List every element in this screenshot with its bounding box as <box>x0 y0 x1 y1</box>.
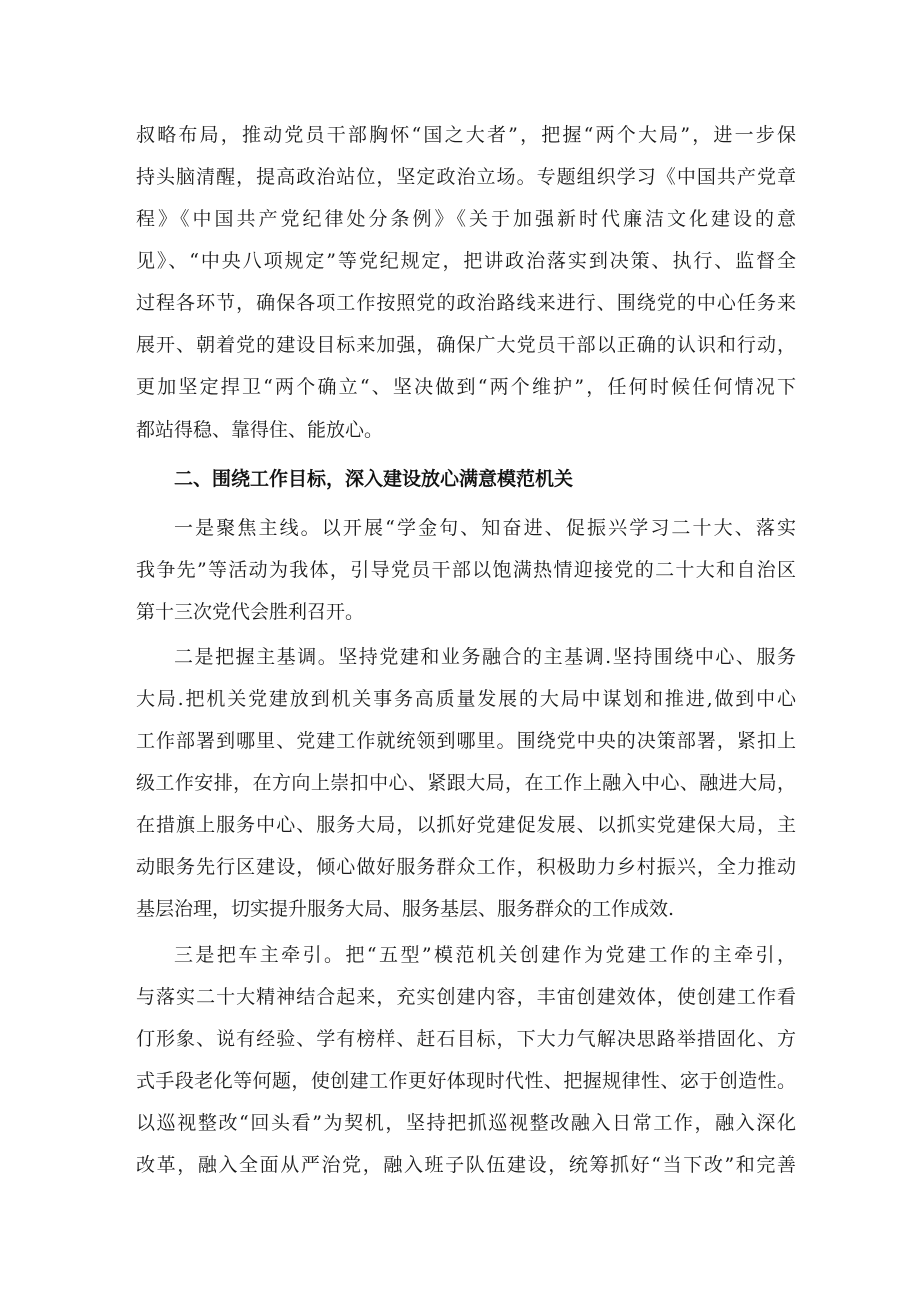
body-line: 程》《中国共产党纪律处分条例》《关于加强新时代廉洁文化建设的意 <box>136 208 796 230</box>
body-line: 持头脑清醒，提高政治站位，坚定政治立场。专题组织学习《中国共产党章 <box>136 166 796 188</box>
body-line: 基层治理，切实提升服务大局、服务基层、服务群众的工作成效. <box>136 898 675 920</box>
body-line: 仃形象、说有经验、学有榜样、赶石目标，下大力气解决思路举措固化、方 <box>136 1028 796 1050</box>
body-line: 级工作安排，在方向上崇扣中心、紧跟大局，在工作上融入中心、融进大局， <box>136 772 796 794</box>
body-line: 都站得稳、靠得住、能放心。 <box>136 419 384 441</box>
body-line: 改革，融入全面从严治党，融入班子队伍建设，统筹抓好“当下改”和完善 <box>136 1154 796 1176</box>
body-line: 叔略布局，推动党员干部胸怀“国之大者”，把握“两个大局”，进一步保 <box>136 124 796 146</box>
body-line: 见》、“中央八项规定”等党纪规定，把讲政治落实到决策、执行、监督全 <box>136 250 796 272</box>
body-line: 过程各环节，确保各项工作按照党的政治路线来进行、围绕党的中心任务来 <box>136 292 796 314</box>
body-line: 我争先”等活动为我体，引导党员干部以饱满热情迎接党的二十大和自治区 <box>136 559 796 581</box>
body-line: 工作部署到哪里、党建工作就统领到哪里。围绕党中央的决策部署，紧扣上 <box>136 730 796 752</box>
body-line: 以巡视整改“回头看”为契机，坚持把抓巡视整改融入日常工作，融入深化 <box>136 1112 796 1134</box>
body-line: 第十三次党代会胜利召开。 <box>136 601 365 623</box>
body-line: 二是把握主基调。坚持党建和业务融合的主基调.坚持围绕中心、服务 <box>174 646 796 668</box>
section-heading: 二、围绕工作目标，深入建设放心满意模范机关 <box>174 468 574 490</box>
body-line: 一是聚焦主线。以开展“学金句、知奋进、促振兴学习二十大、落实 <box>174 517 796 539</box>
body-line: 展开、朝着党的建设目标来加强，确保广大党员干部以正确的认识和行动， <box>136 334 796 356</box>
body-line: 式手段老化等何题，使创建工作更好体现时代性、把握规律性、宓于创造性。 <box>136 1070 796 1092</box>
body-line: 与落实二十大精神结合起来，充实创建内容，丰宙创建效体，使创建工作看 <box>136 986 796 1008</box>
body-line: 三是把车主牵引。把“五型”模范机关创建作为党建工作的主牵引， <box>174 944 796 966</box>
body-line: 大局.把机关党建放到机关事务高质量发展的大局中谋划和推进,做到中心 <box>136 688 796 710</box>
body-line: 动眼务先行区建设，倾心做好服务群众工作，积极助力乡村振兴，全力推动 <box>136 856 796 878</box>
body-line: 更加坚定捍卫“两个确立“、坚决做到“两个维护”，任何时候任何情况下 <box>136 376 796 398</box>
body-line: 在措旗上服务中心、服务大局，以抓好党建促发展、以抓实党建保大局，主 <box>136 814 796 836</box>
